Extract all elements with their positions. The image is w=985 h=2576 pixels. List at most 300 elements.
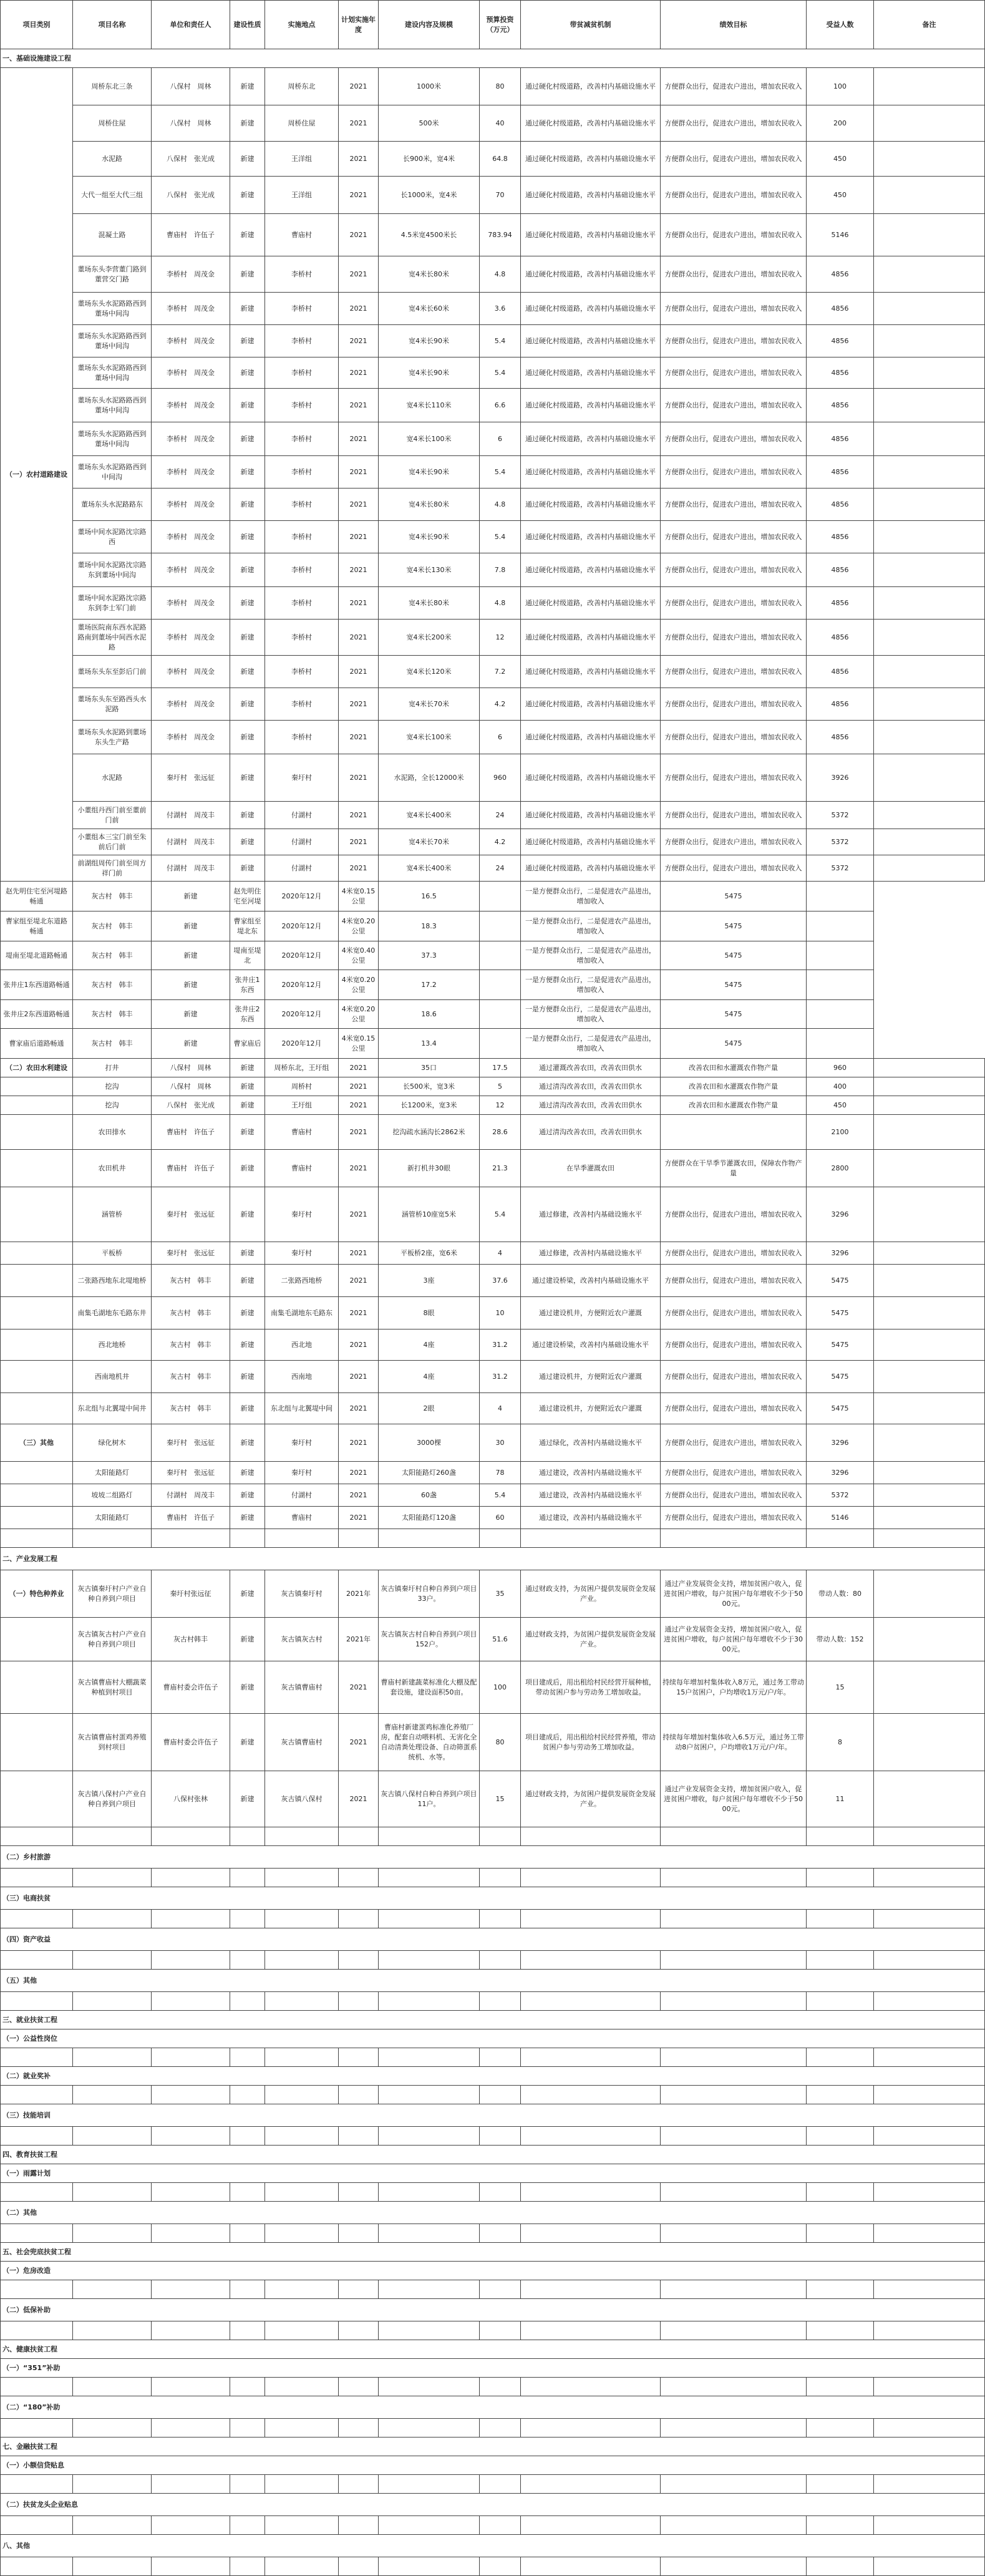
table-row (1, 1150, 985, 1187)
empty-row (1, 2280, 985, 2299)
empty-cell (339, 1827, 379, 1846)
project-name-cell: 西北地桥 (73, 1329, 152, 1361)
empty-cell (480, 2048, 521, 2067)
empty-cell (230, 2086, 265, 2104)
budget-cell: 5.4 (480, 325, 521, 357)
mechanism-cell: 通过硬化村级道路，改善村内基础设施水平 (521, 829, 661, 855)
table-row (1, 177, 985, 214)
nature-cell: 新建 (230, 855, 265, 882)
nature-cell: 新建 (230, 456, 265, 488)
empty-cell (521, 1869, 661, 1887)
owner-cell: 李桥村 周茂金 (152, 688, 230, 721)
category-cell: （三）其他 (1, 1424, 73, 1462)
section-header-row (1, 2067, 985, 2086)
empty-cell (521, 1827, 661, 1846)
empty-cell (339, 1529, 379, 1548)
location-cell: 秦圩村 (265, 1242, 339, 1265)
empty-cell (1, 2557, 73, 2576)
owner-cell: 灰古村 韩丰 (73, 1029, 152, 1059)
owner-cell: 曹庙村 许伍子 (152, 1507, 230, 1529)
empty-cell (807, 1910, 874, 1928)
empty-cell (230, 2516, 265, 2535)
empty-cell (230, 2280, 265, 2299)
beneficiaries-cell: 4856 (807, 521, 874, 553)
empty-cell (661, 2321, 807, 2340)
empty-cell (73, 2378, 152, 2396)
empty-cell (265, 2378, 339, 2396)
section-header-row (1, 1970, 985, 1992)
project-name-cell: 董场东头水泥路路西到董场中间沟 (73, 422, 152, 456)
section-title: 八、其他 (1, 2535, 985, 2557)
remarks-cell (874, 1329, 985, 1361)
nature-cell: 新建 (230, 422, 265, 456)
nature-cell: 新建 (230, 1077, 265, 1096)
budget-cell: 40 (480, 105, 521, 142)
empty-cell (339, 2048, 379, 2067)
location-cell: 王洋组 (265, 142, 339, 177)
empty-cell (152, 1951, 230, 1970)
beneficiaries-cell: 5475 (661, 882, 807, 911)
category-cell (1, 1150, 73, 1187)
empty-cell (874, 2127, 985, 2146)
location-cell: 赵先明住宅至河堤 (230, 882, 265, 911)
project-name-cell: 绿化树木 (73, 1424, 152, 1462)
owner-cell: 李桥村 周茂金 (152, 422, 230, 456)
project-name-cell: 小董组本三宝门前至朱前后门前 (73, 829, 152, 855)
year-cell: 2020年12月 (265, 1000, 339, 1029)
remarks-cell (874, 488, 985, 521)
owner-cell: 秦圩村 张远征 (152, 1462, 230, 1484)
mechanism-cell (480, 1029, 521, 1059)
year-cell: 2021 (339, 422, 379, 456)
empty-cell (807, 2280, 874, 2299)
table-row (1, 970, 985, 1000)
year-cell: 2021 (339, 1297, 379, 1329)
budget-cell: 5.4 (480, 521, 521, 553)
section-title: 六、健康扶贫工程 (1, 2340, 985, 2359)
year-cell: 2021 (339, 1424, 379, 1462)
goal-cell: 方便群众出行，促进农户进出，增加农民收入 (661, 829, 807, 855)
location-cell: 周桥村 (265, 1077, 339, 1096)
col-header-project-name: 项目名称 (73, 1, 152, 49)
empty-cell (1, 2321, 73, 2340)
mechanism-cell: 通过绿化，改善村内基础设施水平 (521, 1424, 661, 1462)
section-header-row (1, 2164, 985, 2183)
empty-cell (807, 2224, 874, 2243)
empty-cell (661, 2475, 807, 2494)
budget-cell: 7.8 (480, 553, 521, 587)
table-row (1, 456, 985, 488)
mechanism-cell: 通过硬化村级道路，改善村内基础设施水平 (521, 422, 661, 456)
beneficiaries-cell: 4856 (807, 587, 874, 620)
empty-cell (73, 2224, 152, 2243)
budget-cell: 4 (480, 1393, 521, 1424)
location-cell: 王洋组 (265, 177, 339, 214)
location-cell: 周桥住屋 (265, 105, 339, 142)
empty-cell (265, 1529, 339, 1548)
goal-cell: 方便群众出行，促进农户进出，增加农民收入 (661, 1484, 807, 1507)
col-header-content: 建设内容及规模 (379, 1, 480, 49)
table-row (1, 1393, 985, 1424)
table-row (1, 1297, 985, 1329)
remarks-cell (874, 1187, 985, 1242)
content-cell: 涵管桥10座宽5米 (379, 1187, 480, 1242)
empty-cell (379, 1992, 480, 2011)
remarks-cell (807, 941, 874, 970)
nature-cell: 新建 (230, 1361, 265, 1393)
section-title: （二）扶贫龙头企业贴息 (1, 2494, 985, 2516)
remarks-cell (874, 1115, 985, 1150)
category-cell (1, 1115, 73, 1150)
empty-cell (480, 1869, 521, 1887)
section-title: （一）雨露计划 (1, 2164, 985, 2183)
table-row (1, 1507, 985, 1529)
location-cell: 李桥村 (265, 587, 339, 620)
goal-cell (661, 1115, 807, 1150)
empty-cell (339, 1869, 379, 1887)
beneficiaries-cell: 3296 (807, 1242, 874, 1265)
mechanism-cell: 通过硬化村级道路，改善村内基础设施水平 (521, 620, 661, 656)
location-cell: 李桥村 (265, 389, 339, 422)
owner-cell: 秦圩村 张远征 (152, 1424, 230, 1462)
category-cell (1, 1297, 73, 1329)
remarks-cell (807, 970, 874, 1000)
beneficiaries-cell: 4856 (807, 553, 874, 587)
budget-cell: 80 (480, 68, 521, 105)
year-cell: 2021 (339, 802, 379, 829)
empty-cell (1, 2419, 73, 2437)
year-cell: 2021 (339, 1150, 379, 1187)
year-cell: 2021 (339, 1393, 379, 1424)
goal-cell: 方便群众出行，促进农户进出，增加农民收入 (661, 68, 807, 105)
section-header-row (1, 2146, 985, 2164)
budget-cell: 4.8 (480, 488, 521, 521)
mechanism-cell: 通过建设机井，方便附近农户灌溉 (521, 1361, 661, 1393)
remarks-cell (874, 456, 985, 488)
nature-cell: 新建 (230, 177, 265, 214)
content-cell: 4米宽0.20公里 (339, 911, 379, 941)
empty-cell (379, 2127, 480, 2146)
content-cell: 8眼 (379, 1297, 480, 1329)
empty-cell (874, 2086, 985, 2104)
goal-cell: 方便群众出行，促进农户进出，增加农民收入 (661, 620, 807, 656)
empty-cell (152, 1910, 230, 1928)
location-cell: 李桥村 (265, 488, 339, 521)
location-cell: 东北组与北翼堤中间 (265, 1393, 339, 1424)
table-row (1, 721, 985, 754)
goal-cell: 方便群众出行，促进农户进出，增加农民收入 (661, 488, 807, 521)
budget-cell: 24 (480, 802, 521, 829)
beneficiaries-cell: 4856 (807, 389, 874, 422)
goal-cell: 方便群众出行，促进农户进出，增加农民收入 (661, 754, 807, 802)
budget-cell: 70 (480, 177, 521, 214)
section-title: 四、教育扶贫工程 (1, 2146, 985, 2164)
project-name-cell: 董场医院南东西水泥路路南到董场中间西水泥路 (73, 620, 152, 656)
beneficiaries-cell: 5475 (807, 1265, 874, 1297)
year-cell: 2021 (339, 855, 379, 882)
mechanism-cell: 通过硬化村级道路，改善村内基础设施水平 (521, 389, 661, 422)
goal-cell: 方便群众出行，促进农户进出，增加农民收入 (661, 325, 807, 357)
owner-cell: 八保村 张光成 (152, 177, 230, 214)
project-name-cell: 董场东头水泥路路西到中间沟 (73, 456, 152, 488)
table-row (1, 357, 985, 389)
empty-cell (521, 2280, 661, 2299)
owner-cell: 付湖村 周茂丰 (152, 829, 230, 855)
goal-cell: 方便群众在干旱季节灌溉农田，保障农作物产量 (661, 1150, 807, 1187)
remarks-cell (874, 389, 985, 422)
empty-cell (521, 1910, 661, 1928)
content-cell: 宽4米长100米 (379, 721, 480, 754)
goal-cell: 一是方便群众出行，二是促进农产品进出，增加收入 (521, 911, 661, 941)
budget-cell: 960 (480, 754, 521, 802)
empty-row (1, 2127, 985, 2146)
empty-cell (874, 1827, 985, 1846)
category-cell (1, 1714, 73, 1771)
empty-cell (480, 2127, 521, 2146)
nature-cell: 新建 (230, 293, 265, 325)
section-title: （一）“351”补助 (1, 2359, 985, 2378)
empty-cell (661, 1529, 807, 1548)
goal-cell: 通过产业发展资金支持，增加贫困户收入，促进贫困户增收，每户贫困户每年增收不少于5000元。 (661, 1570, 807, 1618)
goal-cell: 方便群众出行，促进农户进出，增加农民收入 (661, 1424, 807, 1462)
location-cell: 李桥村 (265, 456, 339, 488)
goal-cell: 改善农田和水灌溉农作物产量 (661, 1077, 807, 1096)
empty-cell (379, 2321, 480, 2340)
empty-cell (480, 2557, 521, 2576)
location-cell: 灰古镇灰古村 (265, 1618, 339, 1661)
empty-row (1, 1910, 985, 1928)
section-header-row (1, 2535, 985, 2557)
project-name-cell: 赵先明住宅至河堤路畅通 (1, 882, 73, 911)
project-name-cell: 董场东头水泥路路西到董场中间沟 (73, 325, 152, 357)
year-cell: 2021 (339, 553, 379, 587)
beneficiaries-cell: 2100 (807, 1115, 874, 1150)
empty-cell (379, 2280, 480, 2299)
category-cell (1, 1265, 73, 1297)
content-cell: 宽4米长80米 (379, 256, 480, 293)
empty-cell (661, 2224, 807, 2243)
col-header-mechanism: 带贫减贫机制 (521, 1, 661, 49)
nature-cell: 新建 (230, 521, 265, 553)
location-cell: 李桥村 (265, 422, 339, 456)
section-header-row (1, 2243, 985, 2262)
project-name-cell: 董场东头李营董门路到董营交门路 (73, 256, 152, 293)
mechanism-cell: 通过清沟改善农田，改善农田供水 (521, 1077, 661, 1096)
empty-cell (480, 1529, 521, 1548)
owner-cell: 八保村张林 (152, 1771, 230, 1827)
nature-cell: 新建 (230, 1618, 265, 1661)
location-cell: 西北地 (265, 1329, 339, 1361)
section-header-row (1, 1548, 985, 1570)
table-row (1, 1618, 985, 1661)
remarks-cell (807, 882, 874, 911)
empty-row (1, 1869, 985, 1887)
table-row (1, 521, 985, 553)
nature-cell: 新建 (230, 1096, 265, 1115)
mechanism-cell: 通过硬化村级道路，改善村内基础设施水平 (521, 177, 661, 214)
mechanism-cell: 通过财政支持，为贫困户提供发展资金发展产业。 (521, 1771, 661, 1827)
beneficiaries-cell: 5475 (661, 970, 807, 1000)
budget-cell: 4.8 (480, 256, 521, 293)
year-cell: 2021 (339, 1484, 379, 1507)
table-row (1, 256, 985, 293)
table-row (1, 1424, 985, 1462)
mechanism-cell: 通过硬化村级道路，改善村内基础设施水平 (521, 656, 661, 688)
remarks-cell (874, 1059, 985, 1077)
owner-cell: 八保村 周林 (152, 1077, 230, 1096)
remarks-cell (874, 587, 985, 620)
budget-cell: 15 (480, 1771, 521, 1827)
empty-cell (230, 1992, 265, 2011)
category-cell (1, 1484, 73, 1507)
empty-cell (152, 1529, 230, 1548)
empty-cell (265, 2321, 339, 2340)
owner-cell: 灰古村 韩丰 (152, 1265, 230, 1297)
beneficiaries-cell: 5475 (661, 1029, 807, 1059)
empty-cell (379, 1827, 480, 1846)
section-title: （一）危房改造 (1, 2262, 985, 2280)
mechanism-cell: 通过硬化村级道路，改善村内基础设施水平 (521, 688, 661, 721)
year-cell: 2020年12月 (265, 882, 339, 911)
nature-cell: 新建 (230, 68, 265, 105)
owner-cell: 灰古村 韩丰 (73, 911, 152, 941)
mechanism-cell: 通过建设桥梁，改善村内基础设施水平 (521, 1329, 661, 1361)
empty-cell (480, 1910, 521, 1928)
table-row (1, 754, 985, 802)
empty-cell (265, 2224, 339, 2243)
location-cell: 李桥村 (265, 293, 339, 325)
empty-cell (807, 1529, 874, 1548)
table-row (1, 1265, 985, 1297)
mechanism-cell: 通过建设机井，方便附近农户灌溉 (521, 1393, 661, 1424)
col-header-location: 实施地点 (265, 1, 339, 49)
year-cell: 2021 (339, 177, 379, 214)
empty-cell (661, 2183, 807, 2202)
content-cell: 宽4米长120米 (379, 656, 480, 688)
empty-cell (874, 1992, 985, 2011)
nature-cell: 新建 (230, 1771, 265, 1827)
empty-cell (73, 2516, 152, 2535)
year-cell: 2021 (339, 521, 379, 553)
owner-cell: 李桥村 周茂金 (152, 325, 230, 357)
mechanism-cell: 通过硬化村级道路，改善村内基础设施水平 (521, 325, 661, 357)
empty-cell (661, 2378, 807, 2396)
empty-cell (73, 2127, 152, 2146)
mechanism-cell: 通过硬化村级道路，改善村内基础设施水平 (521, 721, 661, 754)
budget-cell: 10 (480, 1297, 521, 1329)
section-header-row (1, 2396, 985, 2419)
empty-cell (480, 2321, 521, 2340)
category-cell: （一）特色种养业 (1, 1570, 73, 1618)
empty-cell (807, 2127, 874, 2146)
year-cell: 2021 (339, 1714, 379, 1771)
beneficiaries-cell: 4856 (807, 488, 874, 521)
remarks-cell (874, 1265, 985, 1297)
empty-cell (265, 2516, 339, 2535)
year-cell: 2020年12月 (265, 911, 339, 941)
section-header-row (1, 1928, 985, 1951)
empty-row (1, 2475, 985, 2494)
empty-cell (1, 2224, 73, 2243)
table-row (1, 620, 985, 656)
owner-cell: 李桥村 周茂金 (152, 553, 230, 587)
remarks-cell (874, 422, 985, 456)
remarks-cell (874, 1618, 985, 1661)
empty-cell (521, 2321, 661, 2340)
empty-cell (73, 2419, 152, 2437)
owner-cell: 八保村 张光成 (152, 1096, 230, 1115)
table-row (1, 1462, 985, 1484)
empty-cell (1, 2378, 73, 2396)
mechanism-cell: 通过清沟改善农田，改善农田供水 (521, 1115, 661, 1150)
empty-cell (874, 2378, 985, 2396)
beneficiaries-cell: 3926 (807, 754, 874, 802)
budget-cell: 35 (480, 1570, 521, 1618)
empty-cell (807, 2183, 874, 2202)
budget-cell: 4.2 (480, 829, 521, 855)
empty-cell (874, 2516, 985, 2535)
nature-cell: 新建 (230, 325, 265, 357)
location-cell: 南集毛湖地东毛路东 (265, 1297, 339, 1329)
beneficiaries-cell: 4856 (807, 357, 874, 389)
empty-cell (73, 1910, 152, 1928)
nature-cell: 新建 (230, 256, 265, 293)
project-name-cell: 小董组丹西门前至董前门前 (73, 802, 152, 829)
category-cell: （二）农田水利建设 (1, 1059, 73, 1077)
remarks-cell (874, 142, 985, 177)
section-title: （五）其他 (1, 1970, 985, 1992)
empty-cell (265, 1992, 339, 2011)
empty-cell (265, 2475, 339, 2494)
project-name-cell: 农田排水 (73, 1115, 152, 1150)
beneficiaries-cell: 5475 (661, 1000, 807, 1029)
empty-cell (265, 2557, 339, 2576)
year-cell: 2021 (339, 721, 379, 754)
year-cell: 2021 (339, 1187, 379, 1242)
content-cell: 3座 (379, 1265, 480, 1297)
remarks-cell (874, 256, 985, 293)
section-header-row (1, 2104, 985, 2127)
empty-cell (339, 2321, 379, 2340)
empty-cell (152, 2086, 230, 2104)
section-header-row (1, 2011, 985, 2029)
beneficiaries-cell: 200 (807, 105, 874, 142)
empty-cell (874, 2280, 985, 2299)
owner-cell: 李桥村 周茂金 (152, 521, 230, 553)
nature-cell: 新建 (230, 1059, 265, 1077)
empty-cell (521, 2378, 661, 2396)
mechanism-cell: 通过清沟改善农田，改善农田供水 (521, 1096, 661, 1115)
empty-cell (480, 2419, 521, 2437)
empty-cell (379, 2419, 480, 2437)
empty-cell (480, 1992, 521, 2011)
table-row (1, 1661, 985, 1714)
empty-cell (339, 2378, 379, 2396)
content-cell: 宽4米长80米 (379, 587, 480, 620)
budget-cell: 783.94 (480, 214, 521, 256)
content-cell: 60盏 (379, 1484, 480, 1507)
nature-cell: 新建 (230, 105, 265, 142)
content-cell: 宽4米长100米 (379, 422, 480, 456)
table-row (1, 214, 985, 256)
empty-cell (339, 2475, 379, 2494)
col-header-nature: 建设性质 (230, 1, 265, 49)
nature-cell: 新建 (230, 1297, 265, 1329)
remarks-cell (874, 521, 985, 553)
empty-cell (379, 2183, 480, 2202)
year-cell: 2021 (339, 325, 379, 357)
year-cell: 2021 (339, 142, 379, 177)
